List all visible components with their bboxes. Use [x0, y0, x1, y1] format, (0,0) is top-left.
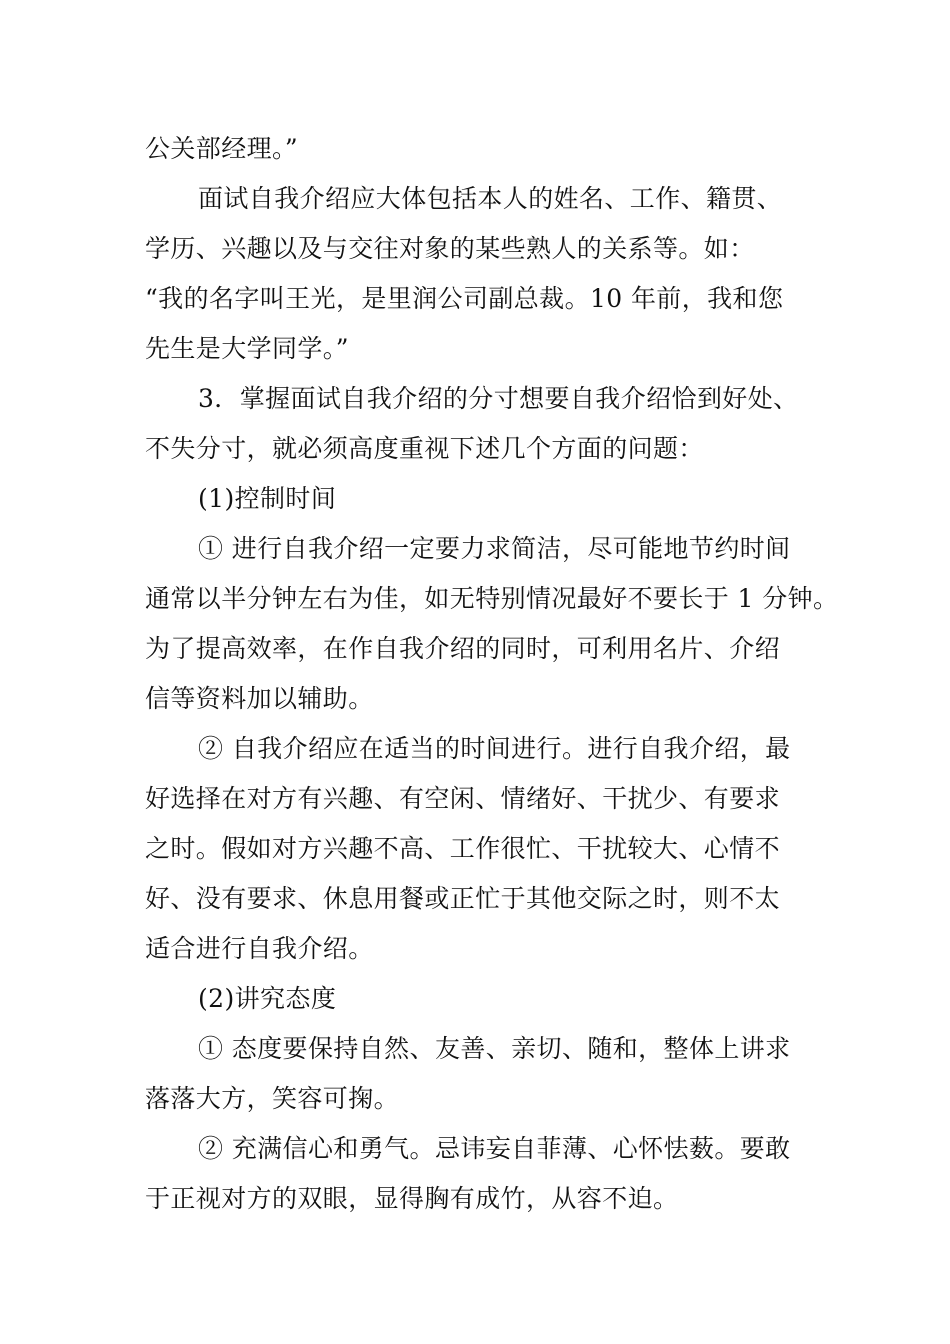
text-line: 不失分寸，就必须高度重视下述几个方面的问题：: [145, 434, 704, 463]
text-line: ① 进行自我介绍一定要力求简洁，尽可能地节约时间: [198, 534, 791, 563]
text-line: ② 充满信心和勇气。忌讳妄自菲薄、心怀怯薮。要敢: [198, 1134, 791, 1163]
text-line: ① 态度要保持自然、友善、亲切、随和，整体上讲求: [198, 1034, 791, 1063]
text-line: 通常以半分钟左右为佳，如无特别情况最好不要长于 1 分钟。: [145, 584, 839, 613]
text-line: 于正视对方的双眼，显得胸有成竹，从容不迫。: [145, 1184, 679, 1213]
text-line: 学历、兴趣以及与交往对象的某些熟人的关系等。如：: [145, 234, 755, 263]
text-line: ② 自我介绍应在适当的时间进行。进行自我介绍，最: [198, 734, 791, 763]
text-line: 好选择在对方有兴趣、有空闲、情绪好、干扰少、有要求: [145, 784, 781, 813]
text-line: “我的名字叫王光，是里润公司副总裁。10 年前，我和您: [145, 284, 784, 313]
text-line: 信等资料加以辅助。: [145, 684, 374, 713]
section-heading: (2)讲究态度: [198, 984, 337, 1013]
text-line: 好、没有要求、休息用餐或正忙于其他交际之时，则不太: [145, 884, 781, 913]
text-line: 为了提高效率，在作自我介绍的同时，可利用名片、介绍: [145, 634, 781, 663]
text-line: 3．掌握面试自我介绍的分寸想要自我介绍恰到好处、: [198, 384, 799, 413]
text-line: 面试自我介绍应大体包括本人的姓名、工作、籍贯、: [198, 184, 783, 213]
text-line: 先生是大学同学。”: [145, 334, 349, 363]
text-line: 之时。假如对方兴趣不高、工作很忙、干扰较大、心情不: [145, 834, 781, 863]
text-line: 适合进行自我介绍。: [145, 934, 374, 963]
section-heading: (1)控制时间: [198, 484, 337, 513]
text-line: 公关部经理。”: [145, 134, 299, 163]
text-line: 落落大方，笑容可掬。: [145, 1084, 400, 1113]
